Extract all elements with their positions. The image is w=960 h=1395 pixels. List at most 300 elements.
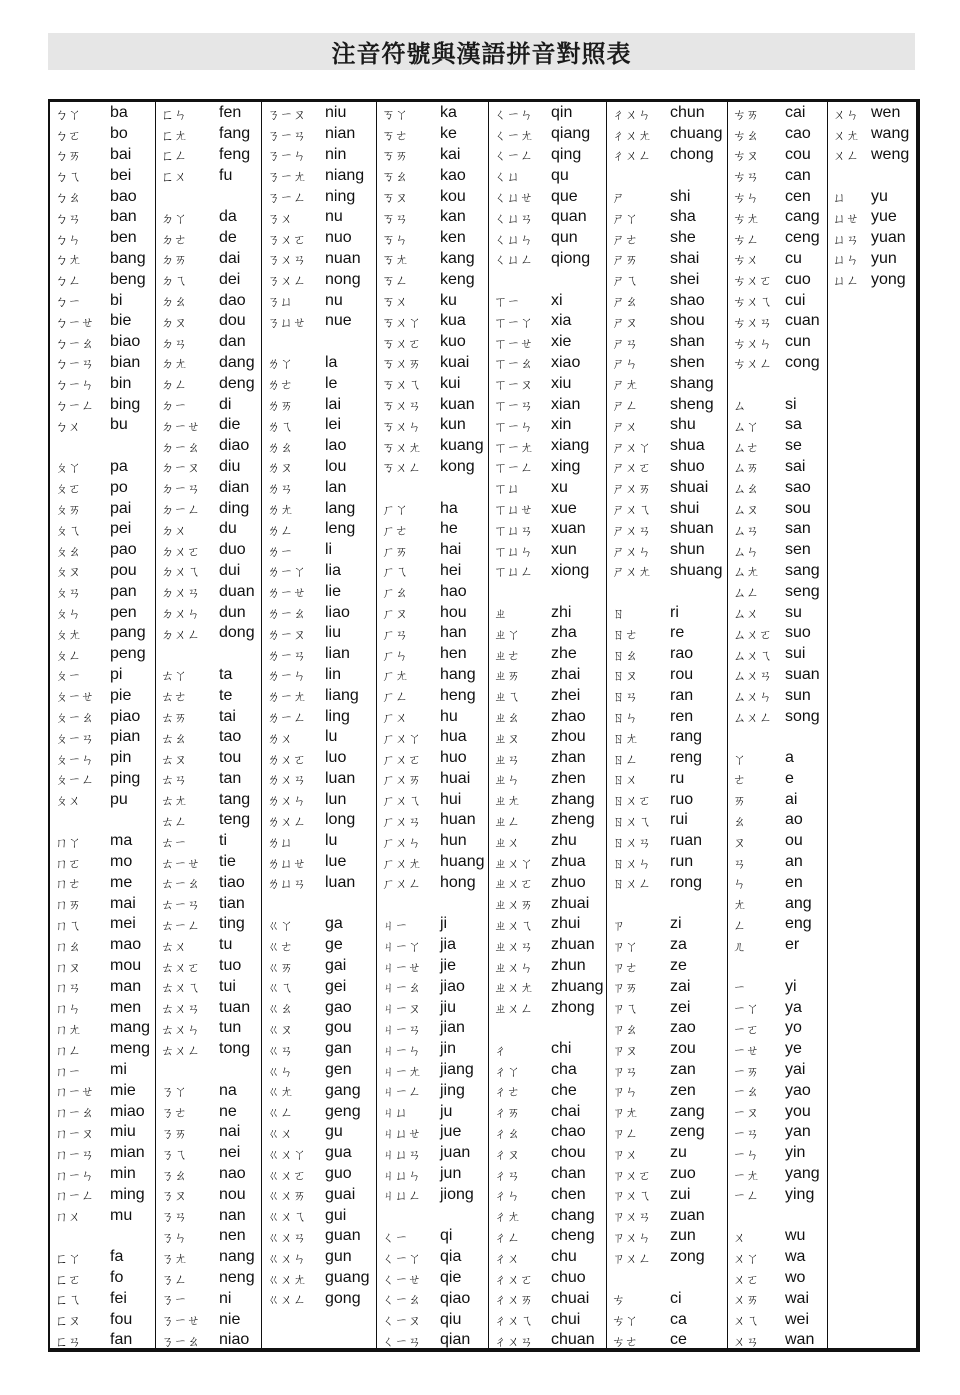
table-row — [262, 956, 376, 977]
table-row — [377, 415, 488, 436]
pinyin-cell: ke — [440, 125, 457, 143]
table-row — [156, 436, 261, 457]
pinyin-cell: he — [440, 520, 458, 538]
zhuyin-cell: ㄖㄨㄟ — [612, 814, 652, 830]
zhuyin-cell: ㄋㄧㄥ — [267, 191, 307, 207]
zhuyin-cell: ㄎㄨㄚ — [382, 315, 422, 331]
zhuyin-cell: ㄈㄤ — [161, 128, 188, 144]
zhuyin-cell: ㄏㄨㄞ — [382, 773, 422, 789]
table-row — [377, 1330, 488, 1351]
zhuyin-cell: ㄌㄚ — [267, 357, 294, 373]
table-row — [377, 810, 488, 831]
table-row — [607, 1164, 727, 1185]
pinyin-cell: pan — [110, 582, 137, 600]
pinyin-cell: run — [670, 853, 694, 871]
table-row — [156, 186, 261, 207]
table-row — [377, 1184, 488, 1205]
table-row — [607, 457, 727, 478]
table-row — [728, 353, 827, 374]
table-row — [156, 290, 261, 311]
pinyin-cell: hen — [440, 645, 467, 663]
zhuyin-cell: ㄅㄨ — [55, 419, 82, 435]
zhuyin-cell: ㄊㄡ — [161, 752, 188, 768]
pinyin-cell: pin — [110, 749, 132, 767]
zhuyin-cell: ㄆㄞ — [55, 503, 82, 519]
pinyin-cell: yai — [785, 1061, 806, 1079]
table-row — [50, 1122, 155, 1143]
table-row — [489, 644, 606, 665]
pinyin-cell: qia — [440, 1248, 462, 1266]
zhuyin-cell: ㄘㄢ — [733, 170, 760, 186]
table-row — [156, 976, 261, 997]
table-row — [607, 623, 727, 644]
table-row — [728, 789, 827, 810]
table-row — [262, 581, 376, 602]
zhuyin-cell: ㄡ — [733, 835, 747, 851]
zhuyin-cell: ㄑㄧㄠ — [382, 1293, 422, 1309]
pinyin-cell: ye — [785, 1040, 802, 1058]
pinyin-cell: er — [785, 936, 800, 954]
zhuyin-cell: ㄌㄧㄣ — [267, 669, 307, 685]
zhuyin-cell: ㄒㄩㄝ — [494, 503, 534, 519]
pinyin-cell: huang — [440, 853, 485, 871]
pinyin-cell: chuang — [670, 125, 723, 143]
table-row — [489, 1205, 606, 1226]
pinyin-cell: ka — [440, 104, 457, 122]
table-row — [262, 789, 376, 810]
zhuyin-cell: ㄏㄨ — [382, 711, 409, 726]
zhuyin-cell: ㄙㄨㄥ — [733, 711, 773, 726]
pinyin-cell: gua — [325, 1144, 352, 1162]
pinyin-cell: me — [110, 873, 133, 891]
table-row — [262, 769, 376, 790]
zhuyin-cell: ㄊㄨㄛ — [161, 960, 201, 976]
table-row — [50, 644, 155, 665]
table-row — [489, 498, 606, 519]
pinyin-cell: jiang — [440, 1061, 474, 1079]
zhuyin-cell: ㄍㄠ — [267, 1002, 294, 1018]
zhuyin-cell: ㄆㄧㄢ — [55, 731, 95, 747]
zhuyin-cell: ㄎㄨㄞ — [382, 357, 422, 373]
table-row — [262, 1039, 376, 1060]
table-row — [50, 769, 155, 790]
table-row — [50, 353, 155, 374]
table-row — [489, 1164, 606, 1185]
table-row — [607, 810, 727, 831]
zhuyin-cell: ㄋㄡ — [161, 1189, 188, 1205]
pinyin-cell: zhang — [551, 790, 595, 808]
table-row — [50, 1330, 155, 1351]
pinyin-cell: sheng — [670, 395, 714, 413]
zhuyin-cell: ㄓㄤ — [494, 794, 521, 810]
pinyin-cell: chan — [551, 1165, 586, 1183]
zhuyin-cell: ㄍㄨㄢ — [267, 1230, 307, 1246]
zhuyin-cell: ㄌㄧㄢ — [267, 648, 307, 664]
zhuyin-cell: ㄉㄨㄛ — [161, 544, 201, 560]
zhuyin-cell: ㄅㄛ — [55, 128, 82, 144]
table-row — [728, 540, 827, 561]
table-row — [728, 415, 827, 436]
table-row — [377, 893, 488, 914]
pinyin-cell: guai — [325, 1185, 356, 1203]
pinyin-cell: su — [785, 603, 802, 621]
table-row — [262, 228, 376, 249]
zhuyin-cell: ㄧㄚ — [733, 1002, 760, 1018]
pinyin-cell: lei — [325, 416, 342, 434]
zhuyin-cell: ㄆㄡ — [55, 565, 82, 581]
table-row — [262, 893, 376, 914]
pinyin-cell: huo — [440, 749, 467, 767]
pinyin-cell: guan — [325, 1227, 361, 1245]
pinyin-cell: xian — [551, 395, 581, 413]
zhuyin-cell: ㄒㄧ — [494, 295, 521, 311]
table-column — [50, 102, 156, 1348]
zhuyin-cell: ㄔㄨㄛ — [494, 1272, 534, 1288]
pinyin-cell: dian — [219, 478, 250, 496]
zhuyin-cell: ㄑㄧㄥ — [494, 149, 534, 165]
zhuyin-cell: ㄋㄥ — [161, 1272, 188, 1288]
zhuyin-cell: ㄉㄧ — [161, 399, 188, 415]
pinyin-cell: lin — [325, 665, 342, 683]
zhuyin-cell: ㄎㄚ — [382, 107, 409, 123]
zhuyin-cell: ㄒㄧㄣ — [494, 419, 534, 435]
zhuyin-cell: ㄨㄟ — [733, 1314, 760, 1330]
pinyin-cell: ceng — [785, 229, 820, 247]
zhuyin-cell: ㄖㄨㄥ — [612, 877, 652, 893]
zhuyin-cell: ㄉㄧㄥ — [161, 503, 201, 519]
table-row — [489, 394, 606, 415]
zhuyin-cell: ㄎㄞ — [382, 149, 409, 165]
pinyin-cell: bian — [110, 353, 141, 371]
pinyin-cell: zei — [670, 998, 691, 1016]
table-row — [50, 893, 155, 914]
zhuyin-cell: ㄔㄤ — [494, 1210, 521, 1226]
zhuyin-cell: ㄋㄞ — [161, 1126, 188, 1142]
zhuyin-cell: ㄙㄨㄛ — [733, 627, 773, 643]
table-row — [156, 332, 261, 353]
zhuyin-cell: ㄖ — [612, 607, 626, 623]
pinyin-cell: xie — [551, 333, 572, 351]
zhuyin-cell: ㄉㄡ — [161, 315, 188, 331]
pinyin-cell: cheng — [551, 1227, 595, 1245]
zhuyin-cell: ㄙㄞ — [733, 461, 760, 477]
table-row — [489, 519, 606, 540]
table-row — [607, 748, 727, 769]
zhuyin-cell: ㄉㄢ — [161, 336, 188, 352]
table-row — [50, 269, 155, 290]
pinyin-cell: la — [325, 353, 338, 371]
table-row — [156, 1164, 261, 1185]
table-row — [377, 997, 488, 1018]
pinyin-cell: ning — [325, 187, 356, 205]
zhuyin-cell: ㄋㄨㄛ — [267, 232, 307, 248]
pinyin-cell: ying — [785, 1185, 815, 1203]
table-row — [50, 540, 155, 561]
table-row — [489, 540, 606, 561]
pinyin-cell: qi — [440, 1227, 453, 1245]
table-row — [607, 1226, 727, 1247]
table-row — [489, 415, 606, 436]
table-row — [489, 290, 606, 311]
pinyin-cell: shun — [670, 541, 705, 559]
table-row — [50, 1205, 155, 1226]
pinyin-cell: shu — [670, 416, 696, 434]
zhuyin-cell: ㄆㄛ — [55, 482, 82, 498]
zhuyin-cell: ㄕㄤ — [612, 378, 639, 394]
pinyin-cell: dao — [219, 291, 246, 309]
pinyin-cell: cai — [785, 104, 806, 122]
pinyin-cell: hai — [440, 541, 462, 559]
table-row — [728, 103, 827, 124]
table-row — [377, 831, 488, 852]
table-row — [377, 1247, 488, 1268]
table-row — [377, 1018, 488, 1039]
zhuyin-cell: ㄒㄩ — [494, 482, 521, 498]
zhuyin-cell: ㄉㄨㄣ — [161, 607, 201, 623]
pinyin-cell: jie — [440, 957, 457, 975]
table-row — [156, 477, 261, 498]
table-row — [50, 976, 155, 997]
table-row — [156, 415, 261, 436]
zhuyin-cell: ㄦ — [733, 939, 747, 955]
table-row — [489, 373, 606, 394]
table-row — [262, 145, 376, 166]
pinyin-cell: fa — [110, 1248, 124, 1266]
zhuyin-cell: ㄖㄨㄢ — [612, 835, 652, 851]
zhuyin-cell: ㄊㄠ — [161, 731, 188, 747]
pinyin-cell: nuan — [325, 249, 361, 267]
zhuyin-cell: ㄘㄨㄢ — [733, 315, 773, 331]
pinyin-cell: dui — [219, 561, 241, 579]
table-row — [156, 665, 261, 686]
table-row — [156, 207, 261, 228]
table-row — [728, 1018, 827, 1039]
pinyin-cell: zui — [670, 1185, 691, 1203]
zhuyin-cell: ㄍㄨㄛ — [267, 1168, 307, 1184]
zhuyin-cell: ㄑㄧ — [382, 1230, 409, 1246]
pinyin-cell: bao — [110, 187, 137, 205]
zhuyin-cell: ㄅㄚ — [55, 107, 82, 123]
pinyin-cell: luo — [325, 749, 347, 767]
pinyin-cell: gong — [325, 1289, 361, 1307]
pinyin-cell: lian — [325, 645, 350, 663]
table-row — [607, 935, 727, 956]
pinyin-cell: leng — [325, 520, 356, 538]
zhuyin-cell: ㄅㄤ — [55, 253, 82, 269]
pinyin-cell: biao — [110, 333, 141, 351]
pinyin-cell: que — [551, 187, 578, 205]
zhuyin-cell: ㄉㄠ — [161, 295, 188, 311]
zhuyin-cell: ㄊㄧㄥ — [161, 918, 201, 934]
table-row — [156, 145, 261, 166]
zhuyin-cell: ㄉㄨㄥ — [161, 627, 201, 643]
table-row — [489, 1101, 606, 1122]
pinyin-cell: tuo — [219, 957, 242, 975]
zhuyin-cell: ㄅㄧㄠ — [55, 336, 95, 352]
zhuyin-cell: ㄍㄨㄚ — [267, 1147, 307, 1163]
zhuyin-cell: ㄓㄨ — [494, 835, 521, 851]
table-row — [262, 1205, 376, 1226]
pinyin-cell: xia — [551, 312, 572, 330]
pinyin-cell: cen — [785, 187, 811, 205]
pinyin-cell: xin — [551, 416, 572, 434]
zhuyin-cell: ㄒㄧㄝ — [494, 336, 534, 352]
pinyin-cell: lan — [325, 478, 347, 496]
zhuyin-cell: ㄘㄡ — [733, 149, 760, 165]
zhuyin-cell: ㄊㄨㄣ — [161, 1022, 201, 1038]
table-row — [156, 872, 261, 893]
table-row — [50, 1288, 155, 1309]
zhuyin-cell: ㄩㄣ — [833, 253, 860, 269]
zhuyin-cell: ㄣ — [733, 877, 747, 893]
table-row — [607, 769, 727, 790]
pinyin-cell: jing — [440, 1081, 465, 1099]
zhuyin-cell: ㄔㄨㄢ — [494, 1334, 534, 1350]
zhuyin-cell: ㄈㄡ — [55, 1314, 82, 1330]
zhuyin-cell: ㄓㄨㄤ — [494, 981, 534, 997]
table-row — [728, 228, 827, 249]
zhuyin-cell: ㄙㄨㄣ — [733, 690, 773, 706]
table-row — [50, 561, 155, 582]
zhuyin-cell: ㄌㄨㄥ — [267, 814, 307, 830]
zhuyin-cell: ㄔㄨㄣ — [612, 107, 652, 123]
zhuyin-cell: ㄉㄜ — [161, 232, 188, 248]
zhuyin-cell: ㄒㄧㄤ — [494, 440, 534, 456]
zhuyin-cell: ㄆㄧㄣ — [55, 752, 95, 768]
table-row — [262, 124, 376, 145]
table-row — [377, 852, 488, 873]
table-row — [262, 810, 376, 831]
zhuyin-cell: ㄔㄚ — [494, 1064, 521, 1080]
table-row — [262, 602, 376, 623]
zhuyin-cell: ㄉㄧㄠ — [161, 440, 201, 456]
table-row — [489, 561, 606, 582]
zhuyin-pinyin-table — [48, 99, 920, 1352]
table-row — [262, 353, 376, 374]
table-row — [728, 1101, 827, 1122]
table-row — [50, 665, 155, 686]
table-row — [489, 852, 606, 873]
pinyin-cell: zhui — [551, 915, 581, 933]
zhuyin-cell: ㄆㄤ — [55, 627, 82, 643]
zhuyin-cell: ㄙㄚ — [733, 419, 760, 435]
table-row — [377, 956, 488, 977]
zhuyin-cell: ㄍㄨㄥ — [267, 1293, 307, 1309]
pinyin-cell: weng — [871, 145, 910, 163]
zhuyin-cell: ㄕㄨㄞ — [612, 482, 652, 498]
table-row — [377, 228, 488, 249]
table-row — [262, 1143, 376, 1164]
table-row — [156, 789, 261, 810]
table-row — [607, 976, 727, 997]
zhuyin-cell: ㄩ — [833, 191, 847, 207]
zhuyin-cell: ㄧㄝ — [733, 1043, 760, 1059]
pinyin-cell: bai — [110, 145, 132, 163]
zhuyin-cell: ㄊㄨㄟ — [161, 981, 201, 997]
table-row — [50, 748, 155, 769]
zhuyin-cell: ㄆㄨ — [55, 794, 82, 810]
table-row — [262, 1184, 376, 1205]
pinyin-cell: wei — [785, 1310, 810, 1328]
pinyin-cell: da — [219, 208, 237, 226]
pinyin-cell: cou — [785, 145, 811, 163]
table-row — [728, 165, 827, 186]
table-row — [607, 1309, 727, 1330]
table-column — [607, 102, 728, 1348]
pinyin-cell: feng — [219, 145, 251, 163]
pinyin-cell: neng — [219, 1269, 255, 1287]
pinyin-cell: yuan — [871, 229, 906, 247]
pinyin-cell: zao — [670, 1019, 696, 1037]
zhuyin-cell: ㄙㄜ — [733, 440, 760, 456]
zhuyin-cell: ㄕㄨ — [612, 419, 639, 435]
pinyin-cell: tian — [219, 894, 245, 912]
table-row — [50, 436, 155, 457]
zhuyin-cell: ㄏㄢ — [382, 627, 409, 643]
zhuyin-cell: ㄔㄜ — [494, 1085, 521, 1101]
pinyin-cell: gei — [325, 977, 347, 995]
table-column — [156, 102, 262, 1348]
pinyin-cell: ran — [670, 686, 694, 704]
table-row — [607, 145, 727, 166]
zhuyin-cell: ㄏㄜ — [382, 523, 409, 539]
zhuyin-cell: ㄍㄨ — [267, 1126, 294, 1142]
zhuyin-cell: ㄊㄤ — [161, 794, 188, 810]
table-row — [728, 207, 827, 228]
zhuyin-cell: ㄎㄢ — [382, 211, 409, 227]
zhuyin-cell: ㄊㄧㄢ — [161, 898, 201, 914]
table-row — [377, 748, 488, 769]
table-row — [50, 852, 155, 873]
pinyin-cell: mu — [110, 1206, 133, 1224]
table-row — [156, 581, 261, 602]
table-row — [50, 145, 155, 166]
zhuyin-cell: ㄎㄤ — [382, 253, 409, 269]
zhuyin-cell: ㄐㄩ — [382, 1106, 409, 1122]
table-row — [156, 602, 261, 623]
pinyin-cell: mo — [110, 853, 133, 871]
table-row — [262, 519, 376, 540]
table-row — [607, 290, 727, 311]
pinyin-cell: keng — [440, 270, 475, 288]
pinyin-cell: teng — [219, 811, 251, 829]
zhuyin-cell: ㄆㄢ — [55, 586, 82, 602]
zhuyin-cell: ㄧㄣ — [733, 1147, 760, 1163]
table-row — [728, 831, 827, 852]
table-row — [828, 228, 916, 249]
pinyin-cell: mao — [110, 936, 142, 954]
zhuyin-cell: ㄏㄤ — [382, 669, 409, 685]
table-row — [607, 124, 727, 145]
pinyin-cell: gang — [325, 1081, 361, 1099]
zhuyin-cell: ㄒㄧㄥ — [494, 461, 534, 477]
table-row — [50, 789, 155, 810]
table-row — [489, 1184, 606, 1205]
zhuyin-cell: ㄓㄡ — [494, 731, 521, 747]
pinyin-cell: ping — [110, 769, 141, 787]
table-row — [262, 644, 376, 665]
table-row — [377, 1205, 488, 1226]
zhuyin-cell: ㄋㄧㄝ — [161, 1314, 201, 1330]
table-row — [728, 519, 827, 540]
table-row — [607, 269, 727, 290]
zhuyin-cell: ㄇㄧㄝ — [55, 1085, 95, 1101]
pinyin-cell: xu — [551, 478, 568, 496]
zhuyin-cell: ㄊㄧㄝ — [161, 856, 201, 872]
zhuyin-cell: ㄍㄣ — [267, 1064, 294, 1080]
table-row — [607, 872, 727, 893]
zhuyin-cell: ㄑㄧㄢ — [382, 1334, 422, 1350]
